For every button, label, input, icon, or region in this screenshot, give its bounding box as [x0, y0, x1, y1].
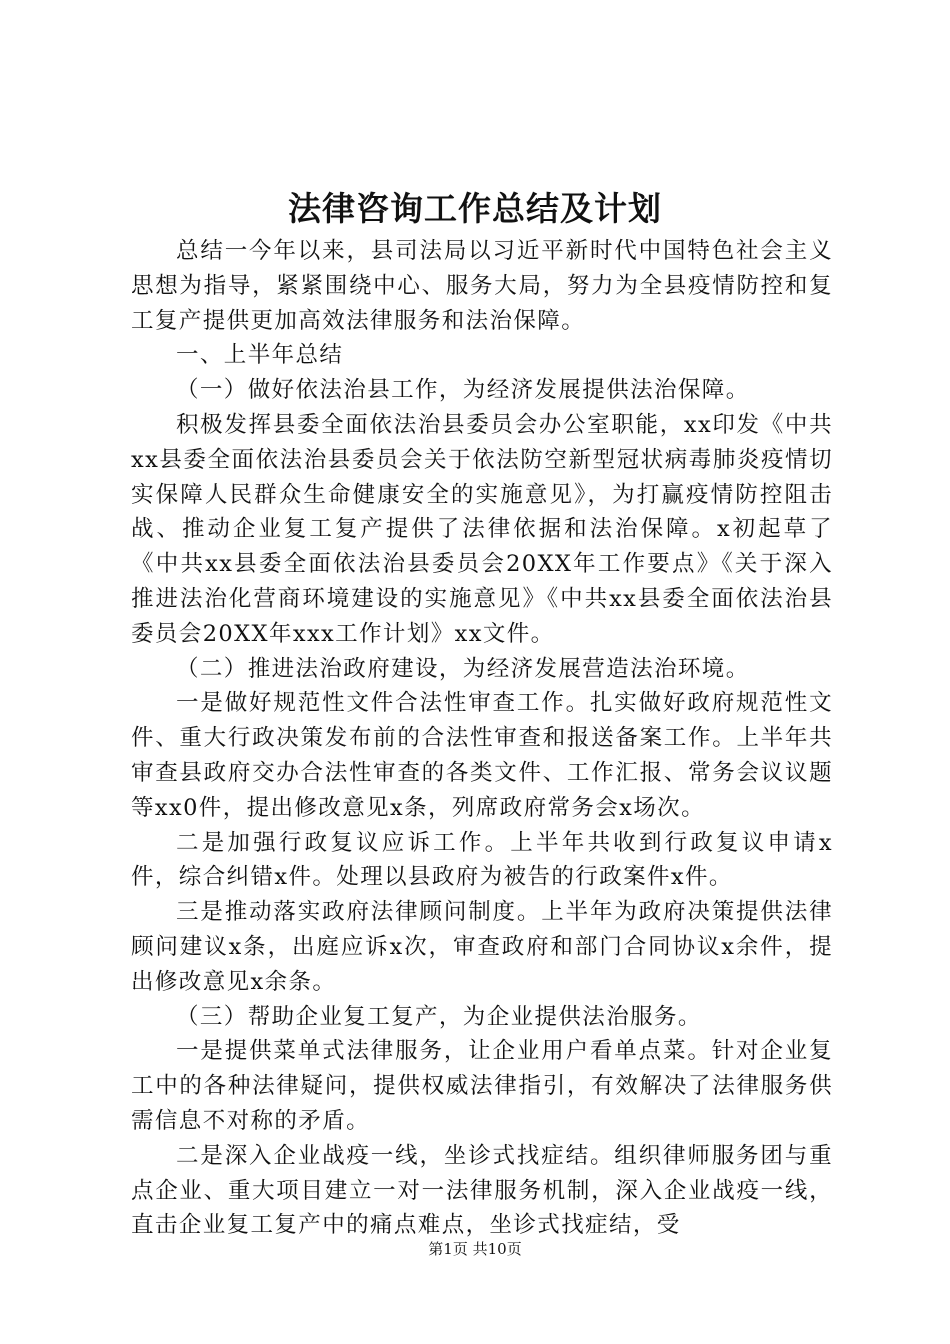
subsection-heading-3: （三）帮助企业复工复产，为企业提供法治服务。	[176, 1003, 702, 1030]
paragraph-frontline-services: 二是深入企业战疫一线，坐诊式找症结。组织律师服务团与重点企业、重大项目建立一对一法律服务机制，深入企业战疫一线，直击企业复工复产中的痛点难点，坐诊式找症结，受	[131, 1142, 833, 1239]
paragraph-legal-adviser: 三是推动落实政府法律顾问制度。上半年为政府决策提供法律顾问建议x条，出庭应诉x次，审查政府和部门合同协议x余件，提出修改意见x余条。	[131, 899, 833, 995]
subsection-heading-1: （一）做好依法治县工作，为经济发展提供法治保障。	[176, 377, 750, 404]
paragraph-rule-of-law-office: 积极发挥县委全面依法治县委员会办公室职能，xx印发《中共xx县委全面依法治县委员会关于依法防空新型冠状病毒肺炎疫情切实保障人民群众生命健康安全的实施意见》，为打赢疫情防控阻击战、推动企业复工复产提供了法律依据和法治保障。x初起草了《中共xx县委全面依法治县委员会20XX年工作要点》《关于深入推进法治化营商环境建设的实施意见》《中共xx县委全面依法治县委员会20XX年xxx工作计划》xx文件。	[131, 411, 833, 647]
document-title: 法律咨询工作总结及计划	[288, 189, 662, 228]
document-body	[131, 234, 833, 1243]
paragraph-administrative-review: 二是加强行政复议应诉工作。上半年共收到行政复议申请x件，综合纠错x件。处理以县政府为被告的行政案件x件。	[131, 829, 833, 891]
page-number-footer: 第1页 共10页	[428, 1240, 522, 1258]
paragraph-normative-documents: 一是做好规范性文件合法性审查工作。扎实做好政府规范性文件、重大行政决策发布前的合法性审查和报送备案工作。上半年共审查县政府交办合法性审查的各类文件、工作汇报、常务会议议题等xx0件，提出修改意见x条，列席政府常务会x场次。	[131, 690, 833, 821]
section-heading-first-half-summary: 一、上半年总结	[176, 342, 344, 369]
paragraph-menu-legal-services: 一是提供菜单式法律服务，让企业用户看单点菜。针对企业复工中的各种法律疑问，提供权威法律指引，有效解决了法律服务供需信息不对称的矛盾。	[131, 1038, 833, 1134]
paragraph-intro: 总结一今年以来，县司法局以习近平新时代中国特色社会主义思想为指导，紧紧围绕中心、服务大局，努力为全县疫情防控和复工复产提供更加高效法律服务和法治保障。	[131, 238, 833, 334]
subsection-heading-2: （二）推进法治政府建设，为经济发展营造法治环境。	[176, 655, 750, 682]
